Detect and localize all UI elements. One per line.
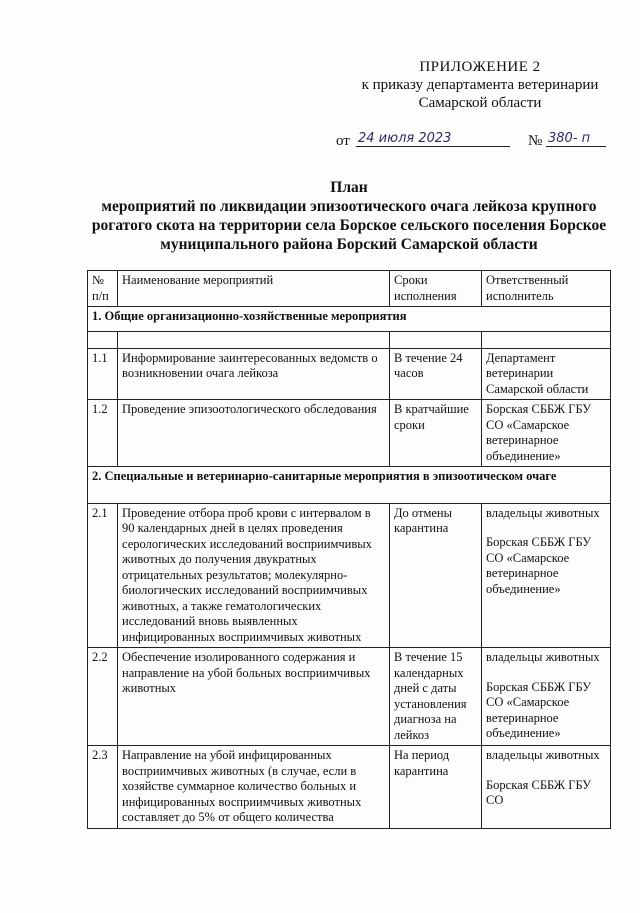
row-term: В течение 24 часов	[390, 348, 482, 400]
responsible-owners: владельцы животных	[486, 505, 600, 520]
row-name: Направление на убой инфицированных восприимчивых животных (в случае, если в хозяйстве суммарное количество больных и инфицированных восприимчивых животных составляет до 5% от общего количества	[118, 746, 390, 829]
responsible-service: Борская СББЖ ГБУ СО «Самарское ветеринарное объединение»	[486, 535, 592, 596]
date-prefix: от	[336, 133, 350, 149]
responsible-owners: владельцы животных	[486, 748, 600, 762]
appendix-title: ПРИЛОЖЕНИЕ 2	[419, 59, 541, 75]
table-row	[88, 648, 611, 746]
row-num: 2.3	[88, 746, 118, 829]
row-num: 1.2	[88, 400, 118, 467]
document-title	[90, 178, 608, 254]
section-row	[88, 307, 611, 332]
row-responsible	[482, 746, 611, 829]
row-name: Информирование заинтересованных ведомств о возникновении очага лейкоза	[118, 348, 390, 400]
header-num: № п/п	[88, 271, 118, 307]
header-responsible: Ответственный исполнитель	[482, 271, 611, 307]
table-row	[88, 348, 611, 400]
row-num: 2.2	[88, 648, 118, 746]
row-num: 1.1	[88, 348, 118, 400]
row-name: Проведение эпизоотологического обследования	[118, 400, 390, 467]
appendix-header	[350, 58, 610, 112]
order-reference	[336, 133, 606, 153]
table-row	[88, 746, 611, 829]
row-term: В кратчайшие сроки	[390, 400, 482, 467]
row-num: 2.1	[88, 503, 118, 648]
row-term: На период карантина	[390, 746, 482, 829]
row-responsible: Борская СББЖ ГБУ СО «Самарское ветеринарное объединение»	[482, 400, 611, 467]
header-term: Сроки исполнения	[390, 271, 482, 307]
row-responsible	[482, 648, 611, 746]
table-row	[88, 503, 611, 648]
row-name: Проведение отбора проб крови с интервалом в 90 календарных дней в целях проведения серологических исследований восприимчивых животных до получения двукратных отрицательных результатов; молекулярно-биологических исследований восприимчивых животных, а также гематологических исследований вновь выявленных инфицированных восприимчивых животных	[118, 503, 390, 648]
appendix-line3: Самарской области	[418, 95, 542, 111]
row-responsible: Департамент ветеринарии Самарской области	[482, 348, 611, 400]
table-header-row	[88, 271, 611, 307]
row-term: В течение 15 календарных дней с даты установления диагноза на лейкоз	[390, 648, 482, 746]
responsible-owners: владельцы животных	[486, 650, 600, 664]
appendix-line2: к приказу департамента ветеринарии	[361, 77, 599, 93]
table-row	[88, 331, 611, 348]
section-2-title: 2. Специальные и ветеринарно-санитарные мероприятия в эпизоотическом очаге	[88, 467, 611, 504]
number-prefix: №	[528, 133, 543, 149]
row-responsible	[482, 503, 611, 648]
section-row	[88, 467, 611, 504]
responsible-service: Борская СББЖ ГБУ СО	[486, 777, 592, 807]
order-date: 24 июля 2023	[356, 131, 510, 147]
responsible-service: Борская СББЖ ГБУ СО «Самарское ветеринарное объединение»	[486, 679, 592, 740]
table-row	[88, 400, 611, 467]
title-plan: План	[330, 179, 368, 196]
row-term: До отмены карантина	[390, 503, 482, 648]
section-1-title: 1. Общие организационно-хозяйственные мероприятия	[88, 307, 611, 332]
order-number: 380- п	[546, 131, 606, 147]
title-description: мероприятий по ликвидации эпизоотического очага лейкоза крупного рогатого скота на территории села Борское сельского поселения Борское муниципального района Борский Самарской области	[91, 198, 607, 253]
header-name: Наименование мероприятий	[118, 271, 390, 307]
measures-table	[87, 270, 611, 829]
row-name: Обеспечение изолированного содержания и направление на убой больных восприимчивых животных	[118, 648, 390, 746]
